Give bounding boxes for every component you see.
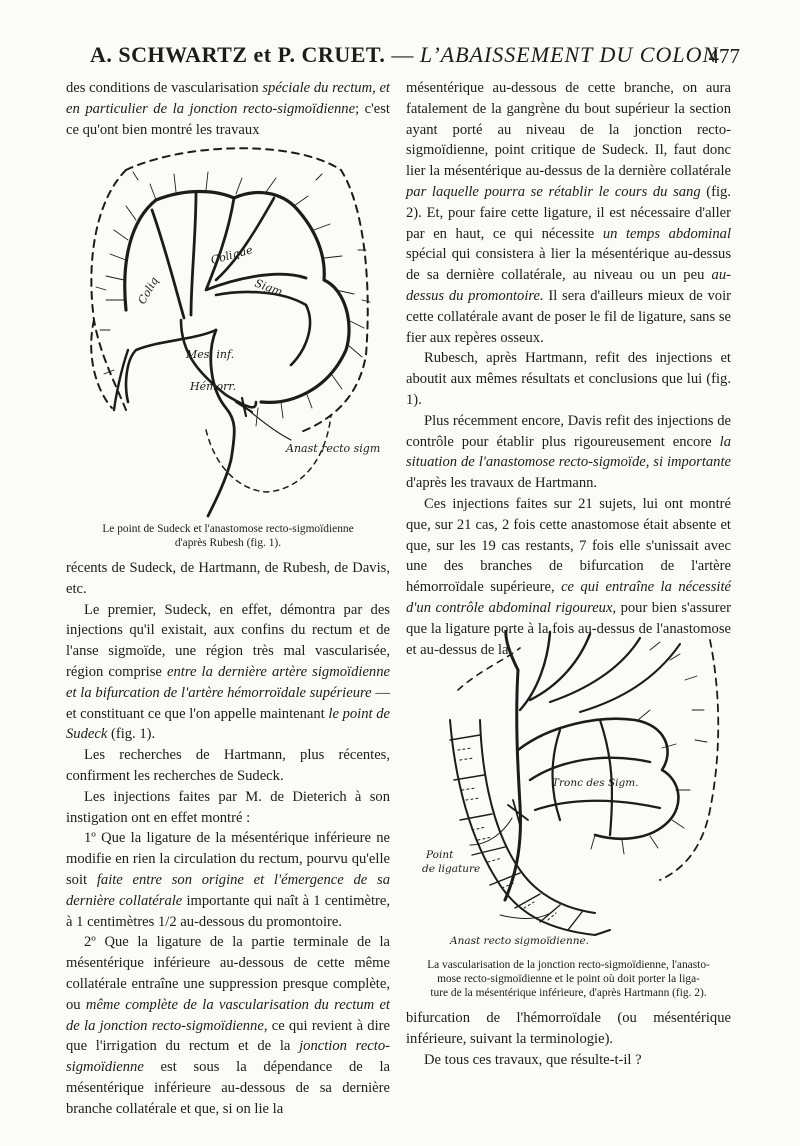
figure-1 — [66, 140, 390, 518]
figure-1-caption-line: Le point de Sudeck et l'anastomose recto-sigmoïdienne — [102, 523, 354, 535]
paragraph — [66, 828, 390, 932]
text-run: est sous la dépendance de la mésentérique inférieure au-dessous de sa dernière branche collatérale et que, si on lie la — [66, 1059, 390, 1117]
text-run: Rubesch, après Hartmann, refit des injections et aboutit aux mêmes résultats et conclusions que lui (fig. 1). — [406, 350, 731, 408]
italic-text: entre la dernière artère sigmoïdienne et la bifurcation de l'artère hémorroïdale supérieure — [66, 663, 391, 701]
paragraph — [406, 411, 731, 494]
text-run: d'après les travaux de Hartmann. — [406, 475, 598, 492]
figure-2-drawing — [410, 630, 732, 950]
text-run: De tous ces travaux, que résulte-t-il ? — [424, 1051, 642, 1068]
paragraph — [66, 600, 390, 746]
text-run: importante qui naît à 1 centimètre, à 1 centimètres 1/2 au-dessous du promontoire. — [66, 892, 390, 930]
page-number: 477 — [708, 44, 740, 68]
label-de-ligature: de ligature — [422, 863, 481, 875]
text-run: ; c'est ce qu'ont bien montré les travaux — [66, 100, 390, 138]
text-run: 1º Que la ligature de la mésentérique inférieure ne modifie en rien la circulation du rectum, pourvu qu'elle soit — [66, 830, 390, 888]
italic-text: spéciale du rectum, et en particulier de la jonction recto-sigmoïdienne — [66, 80, 390, 117]
label-coliq: Coliq — [135, 274, 162, 307]
figure-1-caption-line: d'après Rubesh (fig. 1). — [174, 537, 282, 549]
text-run: bifurcation de l'hémorroïdale (ou mésentérique inférieure, suivant la terminologie). — [406, 1010, 731, 1047]
text-run: — et constituant ce que l'on appelle maintenant — [66, 684, 390, 722]
text-run: (fig. 1). — [107, 726, 156, 743]
paragraph — [406, 1008, 731, 1050]
italic-text: par laquelle pourra se rétablir le cours du sang — [406, 183, 701, 200]
italic-text: même complète de la vascularisation du rectum et de la jonction recto-sigmoïdienne — [66, 996, 390, 1034]
text-run: des conditions de vascularisation — [66, 80, 263, 96]
text-run: Les recherches de Hartmann, plus récentes, confirment les recherches de Sudeck. — [66, 747, 390, 784]
figure-1-drawing — [66, 140, 390, 518]
paragraph — [66, 558, 390, 600]
text-run: (fig. 2). Et, pour faire cette ligature, il est nécessaire d'aller par en haut, ce qui nécessite — [406, 183, 731, 242]
paragraph — [406, 1050, 731, 1071]
figure-2-caption-line: mose recto-sigmoïdienne et le point où doit porter la liga- — [437, 973, 700, 985]
paragraph — [66, 745, 390, 787]
label-anast: Anast recto sigmoïdienne. — [450, 935, 590, 947]
header-authors: A. SCHWARTZ et P. CRUET. — [90, 42, 386, 67]
italic-text: le point de Sudeck — [66, 705, 390, 743]
paragraph — [406, 348, 731, 410]
figure-2 — [410, 630, 732, 950]
text-run: Ces injections faites sur 21 sujets, lui ont montré que, sur 21 cas, 2 fois cette anastomose était absente et que, sur les 19 cas restants, 7 fois elle s'unissait avec une des branches de bifurcation de l'artère hémorroïdale supérieure, — [406, 495, 731, 596]
left-column-bottom — [66, 558, 390, 1120]
header-dash: — — [385, 42, 420, 67]
paragraph — [406, 78, 731, 348]
text-run: 2º Que la ligature de la partie terminale de la mésentérique inférieure au-dessous de cette même collatérale entraîne une suppression presque complète, ou — [66, 934, 390, 1013]
text-run: spécial qui consistera à lier la mésentérique au-dessus de sa dernière collatérale, au niveau ou un peu — [406, 246, 731, 284]
paragraph — [66, 932, 390, 1119]
right-column-bottom — [406, 1008, 731, 1070]
label-tronc: Tronc des Sigm. — [552, 777, 639, 789]
text-run: Plus récemment encore, Davis refit des injections de contrôle pour établir plus rigoureusement encore — [406, 412, 731, 450]
label-hemorr: Hémorr. — [190, 380, 236, 393]
italic-text: un temps abdominal — [602, 225, 731, 242]
italic-text: jonction recto-sigmoïdienne — [66, 1038, 390, 1076]
figure-2-caption-line: La vascularisation de la jonction recto-sigmoïdienne, l'anasto- — [427, 959, 710, 971]
text-run: Il sera d'ailleurs mieux de voir cette collatérale avant de poser le fil de ligature, sans se fier aux repères osseux. — [406, 287, 731, 346]
figure-2-caption — [406, 958, 731, 1000]
paragraph — [66, 78, 390, 140]
figure-1-caption — [66, 522, 390, 550]
label-anast: Anast recto sigm — [286, 442, 381, 455]
header-topic: L’ABAISSEMENT DU COLON — [419, 42, 719, 67]
text-run: Le premier, Sudeck, en effet, démontra par des injections qu'il existait, aux confins du rectum et de l'anse sigmoïde, une région très mal vascularisée, région comprise — [66, 601, 390, 680]
running-header — [90, 42, 740, 72]
italic-text: au-dessus du promontoire. — [406, 267, 731, 304]
left-column-top — [66, 78, 390, 140]
label-colique: Colique — [209, 243, 255, 267]
text-run: Les injections faites par M. de Dieterich à son instigation ont en effet montré : — [66, 788, 390, 826]
label-point: Point — [426, 849, 454, 861]
text-run: récents de Sudeck, de Hartmann, de Rubesh, de Davis, etc. — [66, 560, 390, 597]
text-run: , ce qui revient à dire que l'irrigation du rectum et de la — [66, 1017, 390, 1055]
label-sigm: Sigm. — [252, 276, 288, 300]
paragraph — [66, 787, 390, 829]
running-title — [90, 42, 718, 68]
italic-text: la situation de l'anastomose recto-sigmoïde, si importante — [406, 433, 731, 471]
right-column-top — [406, 78, 731, 660]
italic-text: ce qui entraîne la nécessité d'un contrôle abdominal rigoureux — [406, 579, 731, 616]
label-mes-inf: Mes. inf. — [186, 348, 235, 361]
text-run: mésentérique au-dessous de cette branche, on aura fatalement de la gangrène du bout supérieur la section ayant porté au niveau de la jonction recto-sigmoïdienne, point critique de Sudeck. Il, faut donc lier la mésentérique au-dessus de la dernière collatérale — [406, 80, 731, 180]
text-run: , pour bien s'assurer que la ligature porte à la fois au-dessus de l'anastomose et au-dessus de la — [406, 599, 731, 658]
figure-2-caption-line: ture de la mésentérique inférieure, d'après Hartmann (fig. 2). — [430, 987, 707, 999]
italic-text: faite entre son origine et l'émergence de sa dernière collatérale — [66, 871, 391, 909]
